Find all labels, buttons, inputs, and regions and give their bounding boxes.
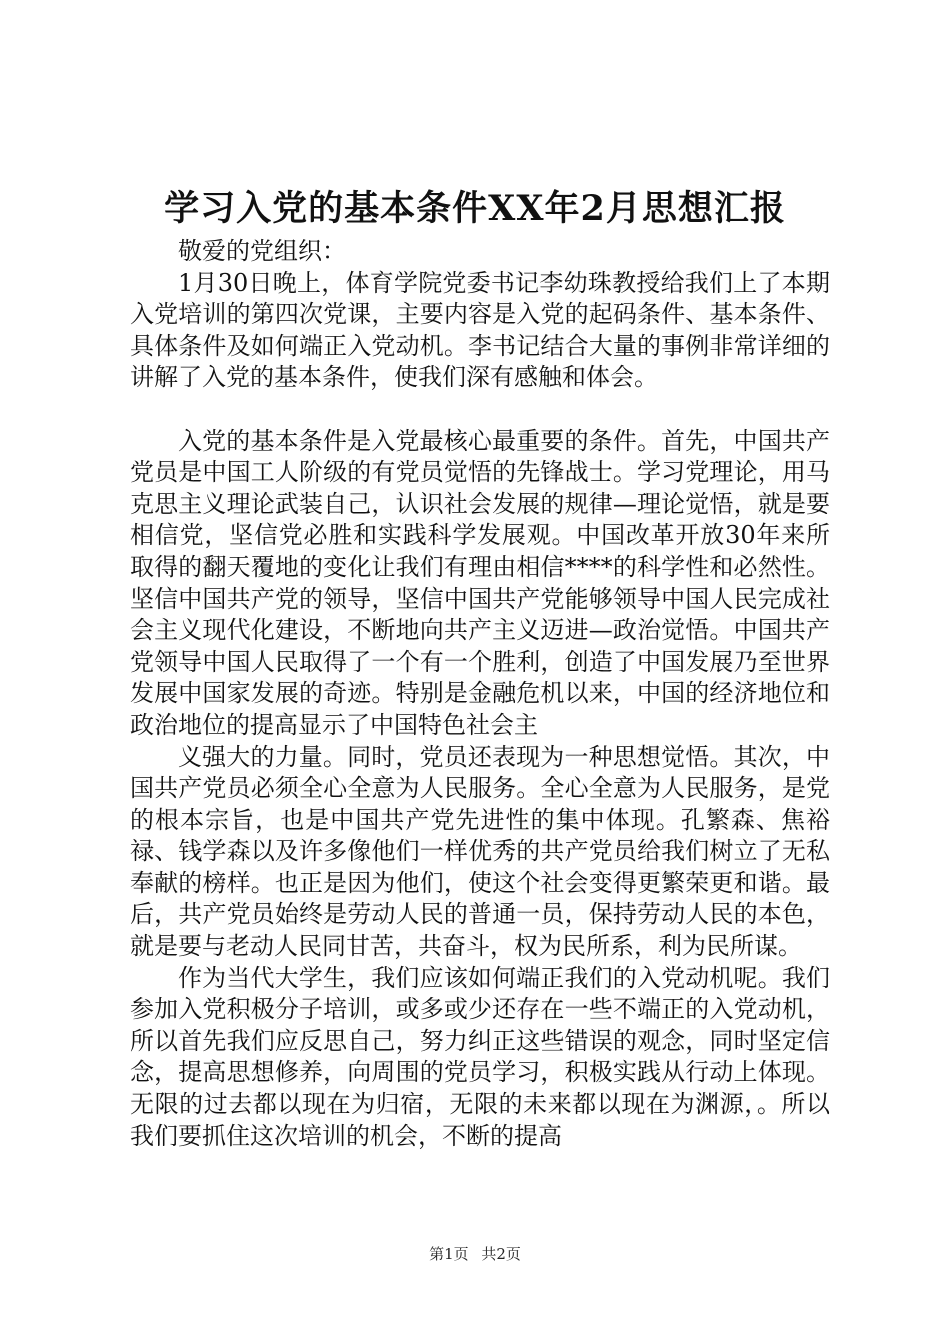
- page-number: 第1页: [429, 1245, 469, 1263]
- paragraph-spacer: [130, 394, 830, 426]
- paragraph-4: 作为当代大学生，我们应该如何端正我们的入党动机呢。我们参加入党积极分子培训，或多或少还存在一些不端正的入党动机，所以首先我们应反思自己，努力纠正这些错误的观念，同时坚定信念，提高思想修养，向周围的党员学习，积极实践从行动上体现。无限的过去都以现在为归宿，无限的未来都以现在为渊源，。所以我们要抓住这次培训的机会，不断的提高: [130, 963, 830, 1150]
- salutation: 敬爱的党组织：: [178, 237, 346, 265]
- paragraph-2: 入党的基本条件是入党最核心最重要的条件。首先，中国共产党员是中国工人阶级的有党员觉悟的先锋战士。学习党理论，用马克思主义理论武装自己，认识社会发展的规律—理论觉悟，就是要相信党，坚信党必胜和实践科学发展观。中国改革开放30年来所取得的翻天覆地的变化让我们有理由相信****的科学性和必然性。坚信中国共产党的领导，坚信中国共产党能够领导中国人民完成社会主义现代化建设，不断地向共产主义迈进—政治觉悟。中国共产党领导中国人民取得了一个有一个胜利，创造了中国发展乃至世界发展中国家发展的奇迹。特别是金融危机以来，中国的经济地位和政治地位的提高显示了中国特色社会主: [130, 426, 830, 739]
- document-title: 学习入党的基本条件XX年2月思想汇报: [164, 188, 786, 229]
- page-footer: [0, 1244, 950, 1264]
- document-body: [130, 236, 830, 1152]
- paragraph-1: 1月30日晚上，体育学院党委书记李幼珠教授给我们上了本期入党培训的第四次党课，主要内容是入党的起码条件、基本条件、具体条件及如何端正入党动机。李书记结合大量的事例非常详细的讲解了入党的基本条件，使我们深有感触和体会。: [130, 268, 830, 392]
- paragraph-3: 义强大的力量。同时，党员还表现为一种思想觉悟。其次，中国共产党员必须全心全意为人民服务。全心全意为人民服务，是党的根本宗旨，也是中国共产党先进性的集中体现。孔繁森、焦裕禄、钱学森以及许多像他们一样优秀的共产党员给我们树立了无私奉献的榜样。也正是因为他们，使这个社会变得更繁荣更和谐。最后，共产党员始终是劳动人民的普通一员，保持劳动人民的本色，就是要与老动人民同甘苦，共奋斗，权为民所系，利为民所谋。: [130, 742, 830, 961]
- page-total: 共2页: [481, 1245, 521, 1263]
